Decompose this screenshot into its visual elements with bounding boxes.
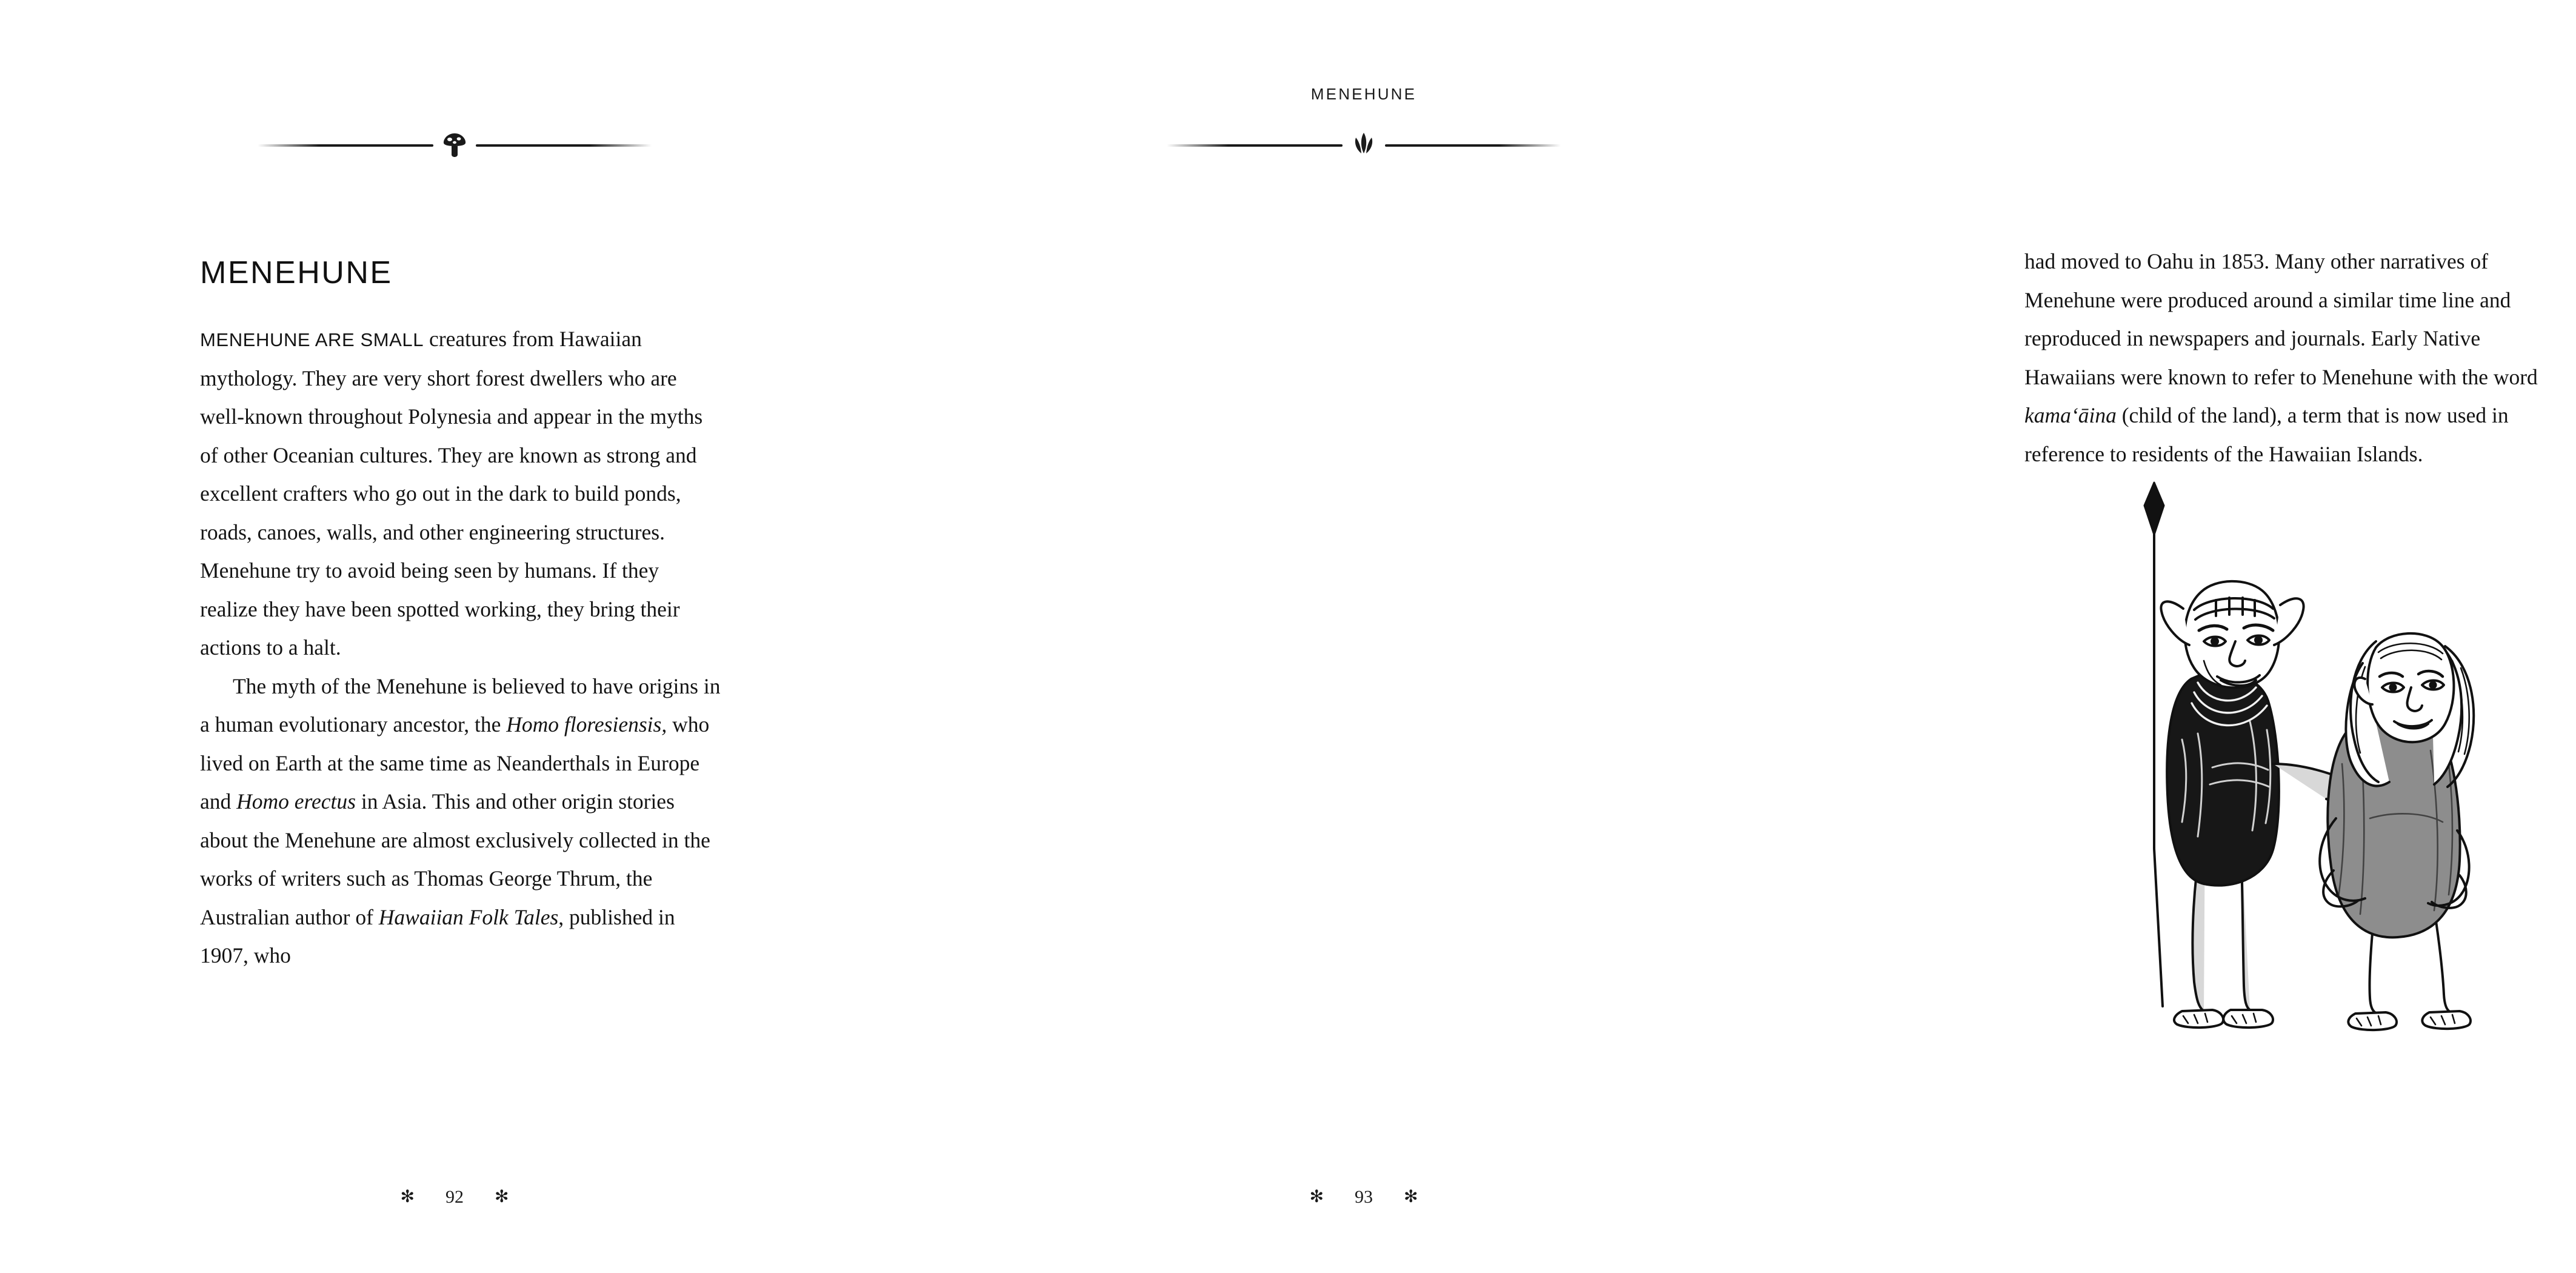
p2-part-1: The myth of the Menehune is believed to have origins in a human evolutionary ancestor, the bbox=[200, 673, 721, 737]
menehune-couple-illustration bbox=[2091, 479, 2576, 1097]
folio-right bbox=[909, 1187, 1818, 1208]
p2-part-2: who lived on Earth at the same time as Neanderthals in Europe and bbox=[200, 712, 710, 814]
mushroom-ornament-icon bbox=[433, 128, 476, 164]
ornament-rule-left bbox=[1167, 144, 1343, 147]
body-paragraph-2 bbox=[200, 667, 721, 975]
paragraph-1-text: creatures from Hawaiian mythology. They are very short forest dwellers who are well-known throughout Polynesia and appear in the myths of other Oceanian cultures. They are known as strong and excellent crafters who go out in the dark to build ponds, roads, canoes, walls, and other engineering structures. Menehune try to avoid being seen by humans. If they realize they have been spotted working, they bring their actions to a halt. bbox=[200, 327, 703, 660]
chapter-title: MENEHUNE bbox=[200, 255, 393, 290]
folio-mark-left-icon: ✻ bbox=[400, 1188, 415, 1206]
p2-part-3: in Asia. This and other origin stories about the Menehune are almost exclusively collected in the works of writers such as Thomas George Thrum, the Australian author of bbox=[200, 789, 710, 929]
rp-part-2: (child of the land), a term that is now used in reference to residents of the Hawaiian Islands. bbox=[2024, 403, 2509, 466]
leaf-ornament-icon bbox=[1343, 130, 1385, 161]
lead-smallcaps: MENEHUNE ARE SMALL bbox=[200, 329, 424, 350]
folio-left bbox=[0, 1187, 909, 1208]
rp-part-1: had moved to Oahu in 1853. Many other narratives of Menehune were produced around a similar time line and reproduced in newspapers and journals. Early Native Hawaiians were known to refer to Menehune with the word bbox=[2024, 249, 2538, 389]
body-paragraph-continued bbox=[2024, 242, 2546, 473]
left-text-column bbox=[200, 255, 721, 975]
right-text-column bbox=[2024, 242, 2546, 473]
page-number: 93 bbox=[1355, 1187, 1373, 1207]
ornament-rule-right bbox=[1385, 144, 1561, 147]
ornament-rule-left bbox=[258, 144, 433, 147]
left-page bbox=[0, 0, 909, 1273]
folio-mark-left-icon: ✻ bbox=[1309, 1188, 1324, 1206]
body-paragraph-1 bbox=[200, 320, 721, 667]
p2-part-4: , published in 1907, who bbox=[200, 904, 675, 967]
folio-mark-right-icon: ✻ bbox=[1404, 1188, 1418, 1206]
p2-italic-1: Homo floresiensis, bbox=[506, 712, 667, 737]
right-page bbox=[909, 0, 2538, 1273]
p2-italic-3: Hawaiian Folk Tales bbox=[378, 904, 559, 929]
top-ornament-left bbox=[0, 127, 909, 164]
ornament-rule-right bbox=[476, 144, 652, 147]
p2-italic-2: Homo erectus bbox=[236, 789, 356, 814]
running-head: MENEHUNE bbox=[1310, 85, 1417, 103]
page-number: 92 bbox=[445, 1187, 464, 1207]
folio-mark-right-icon: ✻ bbox=[495, 1188, 509, 1206]
rp-italic-1: kamaʻāina bbox=[2024, 403, 2117, 427]
top-ornament-right bbox=[909, 127, 1818, 164]
